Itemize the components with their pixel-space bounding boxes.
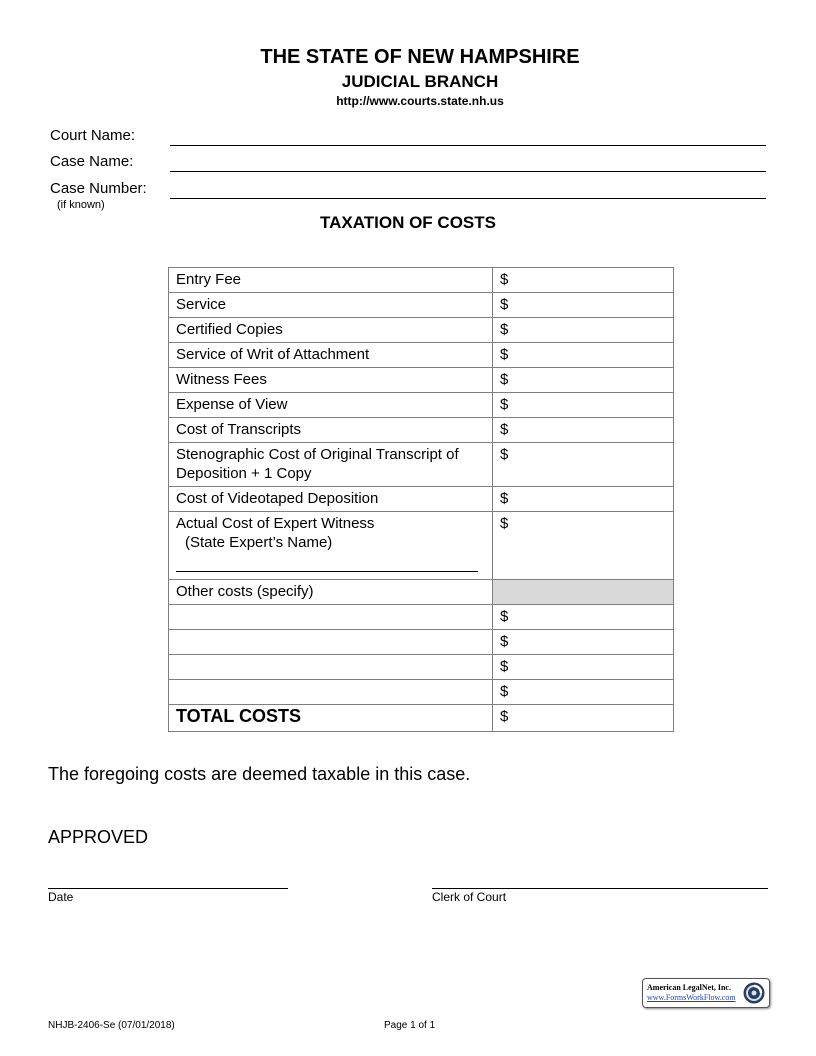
case-name-label: Case Name: <box>50 153 134 170</box>
table-row-expert <box>169 512 674 580</box>
globe-icon <box>742 981 766 1005</box>
table-row <box>169 443 674 487</box>
cost-amount-field[interactable]: $ <box>493 418 674 443</box>
cost-item-label: Expense of View <box>169 393 493 418</box>
cost-item-label: Service of Writ of Attachment <box>169 343 493 368</box>
cost-amount-field[interactable]: $ <box>493 268 674 293</box>
cost-amount-field[interactable]: $ <box>493 512 674 580</box>
if-known-note: (if known) <box>57 199 105 211</box>
expert-name-field[interactable] <box>176 571 478 572</box>
legalnet-logo[interactable] <box>642 978 770 1008</box>
table-row <box>169 343 674 368</box>
court-name-field[interactable] <box>170 145 766 146</box>
page-number: Page 1 of 1 <box>384 1020 436 1031</box>
cost-item-label: Cost of Videotaped Deposition <box>169 487 493 512</box>
logo-website[interactable]: www.FormsWorkFlow.com <box>647 993 736 1002</box>
taxable-statement: The foregoing costs are deemed taxable in this case. <box>48 764 471 784</box>
cost-item-label: Entry Fee <box>169 268 493 293</box>
date-field[interactable] <box>48 888 288 889</box>
court-name-label: Court Name: <box>50 127 136 144</box>
expert-name-label: (State Expert’s Name) <box>185 534 333 551</box>
table-row <box>169 293 674 318</box>
clerk-signature-field[interactable] <box>432 888 768 889</box>
table-row <box>169 680 674 705</box>
other-cost-description-field[interactable] <box>169 680 493 705</box>
cost-amount-field[interactable]: $ <box>493 605 674 630</box>
cost-amount-field[interactable]: $ <box>493 680 674 705</box>
costs-table <box>168 267 674 732</box>
table-row <box>169 655 674 680</box>
other-cost-description-field[interactable] <box>169 605 493 630</box>
cost-item-label: Cost of Transcripts <box>169 418 493 443</box>
cost-amount-field[interactable]: $ <box>493 655 674 680</box>
state-title: THE STATE OF NEW HAMPSHIRE <box>260 46 580 68</box>
cost-item-label: Certified Copies <box>169 318 493 343</box>
expert-witness-label: Actual Cost of Expert Witness <box>176 515 375 532</box>
branch-title: JUDICIAL BRANCH <box>341 72 499 91</box>
table-row <box>169 418 674 443</box>
cost-item-label: Service <box>169 293 493 318</box>
court-url: http://www.courts.state.nh.us <box>336 94 504 108</box>
approved-heading: APPROVED <box>48 827 149 847</box>
cost-item-label: Stenographic Cost of Original Transcript of Deposition + 1 Copy <box>169 443 493 487</box>
cost-amount-field[interactable]: $ <box>493 393 674 418</box>
table-row <box>169 487 674 512</box>
logo-company-name: American LegalNet, Inc. <box>647 983 731 992</box>
cost-item-label: Witness Fees <box>169 368 493 393</box>
table-row <box>169 318 674 343</box>
table-row <box>169 630 674 655</box>
table-row <box>169 368 674 393</box>
shaded-cell <box>493 580 674 605</box>
clerk-label: Clerk of Court <box>432 890 507 904</box>
cost-amount-field[interactable]: $ <box>493 318 674 343</box>
form-title: TAXATION OF COSTS <box>320 213 496 232</box>
table-row <box>169 268 674 293</box>
case-number-label: Case Number: <box>50 180 147 197</box>
cost-amount-field[interactable]: $ <box>493 443 674 487</box>
table-row-total <box>169 705 674 732</box>
other-cost-description-field[interactable] <box>169 655 493 680</box>
expert-witness-cell <box>169 512 493 580</box>
total-costs-label: TOTAL COSTS <box>169 705 493 732</box>
other-costs-label: Other costs (specify) <box>169 580 493 605</box>
table-row-other-header <box>169 580 674 605</box>
date-label: Date <box>48 890 74 904</box>
cost-amount-field[interactable]: $ <box>493 487 674 512</box>
form-id: NHJB-2406-Se (07/01/2018) <box>48 1020 175 1031</box>
other-cost-description-field[interactable] <box>169 630 493 655</box>
case-number-field[interactable] <box>170 198 766 199</box>
total-amount-field[interactable]: $ <box>493 705 674 732</box>
case-name-field[interactable] <box>170 171 766 172</box>
cost-amount-field[interactable]: $ <box>493 368 674 393</box>
cost-amount-field[interactable]: $ <box>493 343 674 368</box>
cost-amount-field[interactable]: $ <box>493 293 674 318</box>
table-row <box>169 605 674 630</box>
table-row <box>169 393 674 418</box>
cost-amount-field[interactable]: $ <box>493 630 674 655</box>
